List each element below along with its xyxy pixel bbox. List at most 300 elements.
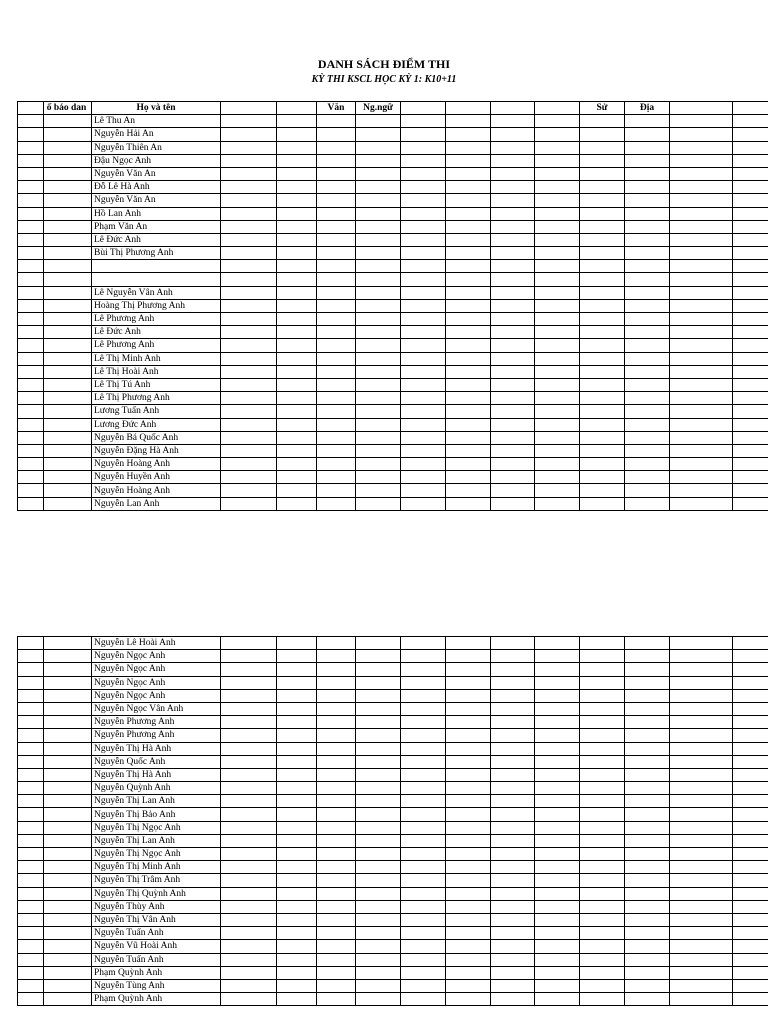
table-cell [625, 233, 670, 246]
table-cell [580, 286, 625, 299]
table-cell [535, 352, 580, 365]
table-cell [18, 716, 44, 729]
table-cell [535, 795, 580, 808]
table-cell [401, 676, 446, 689]
table-cell [317, 128, 356, 141]
table-cell [446, 326, 491, 339]
table-cell [317, 874, 356, 887]
table-cell [401, 167, 446, 180]
table-cell [18, 339, 44, 352]
table-cell [356, 471, 401, 484]
table-cell [277, 167, 317, 180]
table-cell [356, 115, 401, 128]
table-cell [580, 913, 625, 926]
table-cell [733, 181, 768, 194]
table-cell [580, 966, 625, 979]
student-name-cell: Nguyễn Ngọc Anh [92, 676, 221, 689]
table-cell [491, 128, 535, 141]
table-cell [446, 966, 491, 979]
student-name-cell: Lê Phương Anh [92, 313, 221, 326]
table-cell [625, 650, 670, 663]
table-cell [277, 742, 317, 755]
table-cell [491, 808, 535, 821]
table-row [18, 233, 768, 246]
table-cell [277, 207, 317, 220]
table-cell [44, 352, 92, 365]
table-cell [44, 260, 92, 273]
table-cell [491, 286, 535, 299]
table-cell [491, 220, 535, 233]
table-cell [317, 233, 356, 246]
table-cell [625, 339, 670, 352]
table-row [18, 663, 768, 676]
table-cell [401, 418, 446, 431]
table-cell [733, 848, 768, 861]
table-cell [535, 471, 580, 484]
table-cell [18, 979, 44, 992]
table-cell [18, 286, 44, 299]
table-cell [277, 913, 317, 926]
table-cell [356, 702, 401, 715]
column-header [535, 102, 580, 115]
table-cell [670, 782, 733, 795]
table-cell [356, 861, 401, 874]
student-name-cell: Nguyễn Thị Minh Anh [92, 861, 221, 874]
table-cell [625, 887, 670, 900]
table-cell [491, 444, 535, 457]
table-cell [44, 716, 92, 729]
table-cell [221, 181, 277, 194]
table-cell [356, 808, 401, 821]
table-cell [44, 313, 92, 326]
table-cell [44, 392, 92, 405]
table-cell [491, 755, 535, 768]
table-cell [221, 471, 277, 484]
table-cell [277, 352, 317, 365]
table-cell [446, 444, 491, 457]
table-cell [580, 497, 625, 510]
table-cell [491, 874, 535, 887]
table-cell [580, 729, 625, 742]
table-cell [670, 286, 733, 299]
table-cell [625, 260, 670, 273]
table-cell [18, 207, 44, 220]
table-cell [670, 458, 733, 471]
table-cell [535, 220, 580, 233]
table-cell [401, 286, 446, 299]
table-cell [18, 927, 44, 940]
table-cell [18, 181, 44, 194]
table-cell [535, 993, 580, 1006]
table-cell [221, 233, 277, 246]
table-cell [356, 887, 401, 900]
table-cell [221, 207, 277, 220]
table-cell [733, 141, 768, 154]
table-cell [277, 782, 317, 795]
table-cell [670, 181, 733, 194]
score-table-1 [17, 101, 768, 511]
table-cell [625, 207, 670, 220]
table-cell [625, 154, 670, 167]
table-cell [535, 286, 580, 299]
table-cell [625, 716, 670, 729]
table-cell [670, 755, 733, 768]
table-cell [356, 729, 401, 742]
table-cell [446, 900, 491, 913]
table-cell [221, 299, 277, 312]
table-cell [535, 808, 580, 821]
table-cell [44, 497, 92, 510]
table-cell [580, 993, 625, 1006]
table-cell [733, 940, 768, 953]
table-cell [733, 286, 768, 299]
table-cell [221, 339, 277, 352]
table-cell [18, 458, 44, 471]
table-cell [446, 689, 491, 702]
table-cell [356, 128, 401, 141]
table-cell [446, 650, 491, 663]
table-cell [446, 378, 491, 391]
table-cell [44, 273, 92, 286]
table-cell [670, 128, 733, 141]
table-cell [356, 768, 401, 781]
table-cell [401, 650, 446, 663]
table-cell [491, 181, 535, 194]
student-name-cell: Lương Đức Anh [92, 418, 221, 431]
table-cell [670, 260, 733, 273]
table-cell [18, 887, 44, 900]
table-cell [670, 702, 733, 715]
table-cell [491, 299, 535, 312]
table-cell [580, 821, 625, 834]
table-cell [18, 115, 44, 128]
table-cell [401, 913, 446, 926]
table-cell [625, 755, 670, 768]
table-cell [625, 848, 670, 861]
table-cell [625, 702, 670, 715]
table-row [18, 993, 768, 1006]
table-cell [535, 378, 580, 391]
student-name-cell: Nguyễn Tùng Anh [92, 979, 221, 992]
table-cell [401, 497, 446, 510]
table-cell [446, 782, 491, 795]
table-cell [317, 194, 356, 207]
table-cell [317, 768, 356, 781]
table-cell [670, 247, 733, 260]
table-cell [625, 993, 670, 1006]
table-cell [317, 676, 356, 689]
table-cell [625, 821, 670, 834]
table-cell [18, 233, 44, 246]
student-name-cell: Nguyễn Phương Anh [92, 729, 221, 742]
column-header: Ng.ngữ [356, 102, 401, 115]
student-name-cell: Lê Nguyễn Vân Anh [92, 286, 221, 299]
table-cell [221, 484, 277, 497]
table-cell [317, 702, 356, 715]
table-cell [535, 887, 580, 900]
table-cell [277, 702, 317, 715]
table-cell [535, 167, 580, 180]
table-row [18, 874, 768, 887]
table-cell [221, 940, 277, 953]
table-cell [446, 676, 491, 689]
table-cell [535, 365, 580, 378]
table-cell [733, 207, 768, 220]
table-row [18, 834, 768, 847]
table-cell [401, 273, 446, 286]
table-cell [18, 154, 44, 167]
table-row [18, 795, 768, 808]
table-cell [401, 260, 446, 273]
table-cell [221, 154, 277, 167]
table-cell [277, 716, 317, 729]
table-cell [535, 247, 580, 260]
table-cell [670, 913, 733, 926]
table-cell [317, 247, 356, 260]
table-cell [401, 313, 446, 326]
table-cell [446, 194, 491, 207]
table-cell [535, 702, 580, 715]
table-cell [733, 650, 768, 663]
table-cell [44, 637, 92, 650]
table-cell [580, 326, 625, 339]
table-cell [491, 834, 535, 847]
table-row [18, 458, 768, 471]
table-row [18, 167, 768, 180]
table-row [18, 689, 768, 702]
table-cell [625, 392, 670, 405]
student-name-cell [92, 260, 221, 273]
table-cell [580, 755, 625, 768]
table-cell [535, 848, 580, 861]
table-cell [625, 181, 670, 194]
student-name-cell: Nguyễn Thiên An [92, 141, 221, 154]
table-row [18, 887, 768, 900]
table-cell [670, 273, 733, 286]
table-row [18, 913, 768, 926]
table-cell [491, 339, 535, 352]
table-cell [580, 313, 625, 326]
table-cell [580, 207, 625, 220]
table-cell [277, 313, 317, 326]
table-cell [356, 927, 401, 940]
table-cell [18, 702, 44, 715]
table-cell [356, 181, 401, 194]
table-cell [277, 458, 317, 471]
table-cell [277, 405, 317, 418]
table-cell [733, 702, 768, 715]
table-cell [733, 821, 768, 834]
header-row [18, 102, 768, 115]
table-cell [44, 795, 92, 808]
table-cell [44, 782, 92, 795]
table-cell [535, 405, 580, 418]
table-cell [625, 167, 670, 180]
table-cell [44, 702, 92, 715]
table-cell [580, 900, 625, 913]
table-cell [535, 927, 580, 940]
table-cell [733, 220, 768, 233]
table-cell [491, 405, 535, 418]
table-cell [277, 260, 317, 273]
table-cell [317, 821, 356, 834]
column-header [277, 102, 317, 115]
table-cell [317, 339, 356, 352]
student-name-cell: Nguyễn Quỳnh Anh [92, 782, 221, 795]
table-cell [317, 418, 356, 431]
table-row [18, 405, 768, 418]
table-cell [356, 339, 401, 352]
table-cell [670, 313, 733, 326]
table-cell [221, 260, 277, 273]
table-cell [18, 128, 44, 141]
table-cell [670, 497, 733, 510]
table-cell [580, 405, 625, 418]
table-cell [356, 431, 401, 444]
table-cell [277, 979, 317, 992]
table-cell [580, 247, 625, 260]
table-cell [44, 154, 92, 167]
table-cell [670, 729, 733, 742]
table-cell [277, 392, 317, 405]
table-cell [446, 313, 491, 326]
table-cell [44, 940, 92, 953]
table-cell [580, 768, 625, 781]
table-cell [18, 497, 44, 510]
table-cell [221, 742, 277, 755]
table-cell [733, 663, 768, 676]
table-cell [18, 663, 44, 676]
table-cell [446, 927, 491, 940]
table-cell [221, 716, 277, 729]
table-cell [733, 729, 768, 742]
table-cell [670, 887, 733, 900]
student-name-cell: Hồ Lan Anh [92, 207, 221, 220]
table-cell [317, 861, 356, 874]
table-cell [491, 689, 535, 702]
table-cell [446, 128, 491, 141]
table-cell [18, 650, 44, 663]
table-cell [670, 848, 733, 861]
table-cell [317, 378, 356, 391]
student-name-cell: Lê Thị Minh Anh [92, 352, 221, 365]
table-cell [580, 742, 625, 755]
table-cell [580, 940, 625, 953]
table-cell [221, 167, 277, 180]
table-cell [401, 181, 446, 194]
table-cell [535, 940, 580, 953]
table-cell [277, 365, 317, 378]
table-row [18, 927, 768, 940]
table-cell [535, 861, 580, 874]
table-row [18, 299, 768, 312]
student-name-cell: Nguyễn Thị Ngọc Anh [92, 821, 221, 834]
column-header: ố báo dan [44, 102, 92, 115]
table-cell [317, 993, 356, 1006]
table-cell [221, 676, 277, 689]
table-cell [18, 768, 44, 781]
table-cell [580, 808, 625, 821]
table-cell [401, 299, 446, 312]
table-row [18, 154, 768, 167]
table-cell [446, 273, 491, 286]
table-cell [44, 993, 92, 1006]
table-cell [446, 484, 491, 497]
table-cell [356, 273, 401, 286]
table-cell [44, 755, 92, 768]
student-name-cell: Nguyễn Tuấn Anh [92, 953, 221, 966]
table-cell [670, 326, 733, 339]
table-cell [491, 729, 535, 742]
table-cell [491, 887, 535, 900]
table-cell [401, 953, 446, 966]
table-cell [446, 808, 491, 821]
table-cell [317, 154, 356, 167]
table-row [18, 392, 768, 405]
table-cell [277, 795, 317, 808]
table-cell [18, 795, 44, 808]
student-name-cell: Nguyễn Thị Quỳnh Anh [92, 887, 221, 900]
table-cell [44, 808, 92, 821]
table-cell [44, 861, 92, 874]
student-name-cell: Hoàng Thị Phương Anh [92, 299, 221, 312]
table-row [18, 821, 768, 834]
table-cell [221, 458, 277, 471]
table-cell [491, 326, 535, 339]
table-cell [670, 220, 733, 233]
table-cell [18, 167, 44, 180]
table-cell [18, 940, 44, 953]
table-cell [733, 755, 768, 768]
table-cell [44, 979, 92, 992]
table-cell [733, 953, 768, 966]
table-cell [356, 444, 401, 457]
table-cell [317, 471, 356, 484]
table-cell [356, 782, 401, 795]
table-cell [535, 953, 580, 966]
table-cell [277, 497, 317, 510]
table-cell [491, 431, 535, 444]
table-cell [44, 220, 92, 233]
table-cell [18, 352, 44, 365]
table-cell [221, 755, 277, 768]
table-cell [221, 861, 277, 874]
table-cell [446, 141, 491, 154]
table-cell [18, 484, 44, 497]
student-name-cell: Nguyễn Ngọc Anh [92, 650, 221, 663]
table-cell [625, 497, 670, 510]
column-header: Văn [317, 102, 356, 115]
table-cell [277, 993, 317, 1006]
table-cell [221, 702, 277, 715]
table-cell [277, 689, 317, 702]
table-cell [446, 940, 491, 953]
table-cell [18, 637, 44, 650]
table-cell [356, 663, 401, 676]
table-cell [625, 900, 670, 913]
table-cell [446, 418, 491, 431]
table-cell [535, 260, 580, 273]
table-cell [221, 650, 277, 663]
table-cell [670, 821, 733, 834]
table-cell [535, 207, 580, 220]
table-cell [18, 365, 44, 378]
table-cell [446, 887, 491, 900]
table-cell [44, 326, 92, 339]
table-cell [733, 247, 768, 260]
student-name-cell: Lương Tuấn Anh [92, 405, 221, 418]
table-cell [221, 418, 277, 431]
